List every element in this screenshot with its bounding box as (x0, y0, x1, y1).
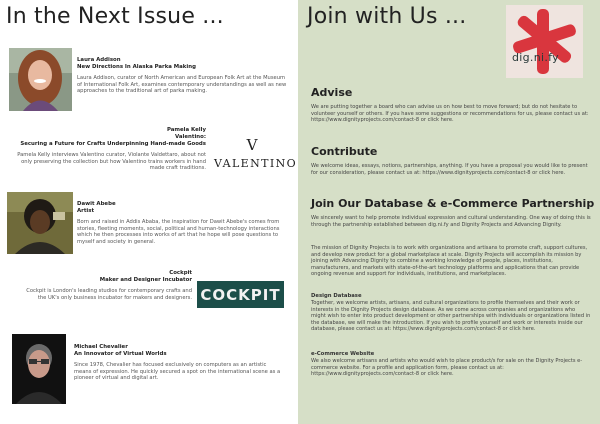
next-issue-column (0, 0, 298, 424)
join-title: Join with Us ... (307, 4, 467, 29)
entry-body: Cockpit is London's leading studios for contemporary crafts and the UK's only business incubator for makers and designers. (26, 288, 192, 301)
entry-body: Pamela Kelly interviews Valentino curator, Violante Valdettaro, about not only preserving the collection but how Valentino trains workers in hand made craft traditions. (17, 152, 206, 172)
database-heading: Join Our Database & e-Commerce Partnership (311, 197, 595, 210)
advise-body: We are putting together a board who can advise us on how best to move forward; but do not hesitate to volunteer yourself or others. If you have some suggestions or recommendations for us, please contact us at: https://www.dignityprojects.com/contact-8 or click here. (311, 104, 589, 124)
dawit-abebe-photo (7, 192, 73, 254)
advise-heading: Advise (311, 86, 353, 99)
entry-name: Cockpit (169, 270, 192, 276)
contribute-heading: Contribute (311, 145, 378, 158)
valentino-logo-mark: V (246, 136, 254, 154)
michael-chevalier-photo (12, 334, 66, 404)
dignify-logo-text: dig.ni.fy (512, 51, 559, 64)
entry-name-2: Valentino: (175, 134, 206, 140)
entry-name: Laura Addison (77, 57, 121, 63)
ecommerce-body: We also welcome artisans and artists who would wish to place product/s for sale on the Dignity Projects e-commerce website. For a profile and application form, please contact us at: https://www.dignityprojects.com/contact-8 or click here. (311, 358, 583, 378)
valentino-logo: VALENTINO (214, 157, 298, 170)
entry-body: Since 1978, Chevalier has focused exclusively on computers as an artistic means of expression. He quickly secured a spot on the international scene as a pioneer of virtual and digital art. (74, 362, 281, 382)
cockpit-logo: COCKPIT (197, 281, 284, 308)
dignify-logo (506, 5, 583, 78)
entry-subtitle: Artist (77, 208, 95, 214)
entry-name: Dawit Abebe (77, 201, 116, 207)
entry-subtitle: An Innovator of Virtual Worlds (74, 351, 167, 357)
design-database-body: Together, we welcome artists, artisans, and cultural organizations to profile themselves and their work or interests in the Dignity Projects design database. As we come across companies and organizations who might wish to enter into product development or other partnerships with individuals or organizations listed in the database, we will make the introduction. If you wish to profile yourself and work or interests inside our database, please contact us at: https://www.dignityprojects.com/contact-8 or click here. (311, 300, 591, 333)
entry-body: Born and raised in Addis Ababa, the inspiration for Dawit Abebe's comes from stories, fleeting moments, social, political and human-technology interactions which he then processes into works of art that he hope will pose questions to myself and society in general. (77, 219, 280, 245)
entry-subtitle: New Directions In Alaska Parka Making (77, 64, 196, 70)
entry-name: Pamela Kelly (166, 127, 206, 133)
database-mission: The mission of Dignity Projects is to work with organizations and artisans to promote craft, support cultures, and develop new product for a global marketplace at scale. Dignity Projects will accomplish its mission by joining with Advancing Dignity to combine a working knowledge of people, places, institutions, manufacturers, and markets with state-of-the-art technology platforms and applications that can provide ongoing revenue and support for individuals, institutions, and marketplaces. (311, 245, 588, 278)
design-database-heading: Design Database (311, 293, 362, 299)
contribute-body: We welcome ideas, essays, notions, partnerships, anything. If you have a proposal you would like to present for our consideration, please contact us at: https://www.dignityprojects.com/contact-8 or click here. (311, 163, 588, 176)
ecommerce-heading: e-Commerce Website (311, 351, 375, 357)
entry-subtitle: Maker and Designer Incubator (99, 277, 192, 283)
entry-subtitle: Securing a Future for Crafts Underpinning Hand-made Goods (20, 141, 206, 147)
laura-addison-photo (9, 48, 72, 111)
next-issue-title: In the Next Issue ... (6, 4, 224, 29)
database-intro: We sincerely want to help promote individual expression and cultural understanding. One way of doing this is through the partnership established between dig.ni.fy and Dignity Projects and Advancing Dignity. (311, 215, 591, 228)
entry-body: Laura Addison, curator of North American and European Folk Art at the Museum of International Folk Art, examines contemporary understandings as well as new approaches to the traditional art of parka making. (77, 75, 287, 95)
entry-name: Michael Chevalier (74, 344, 128, 350)
